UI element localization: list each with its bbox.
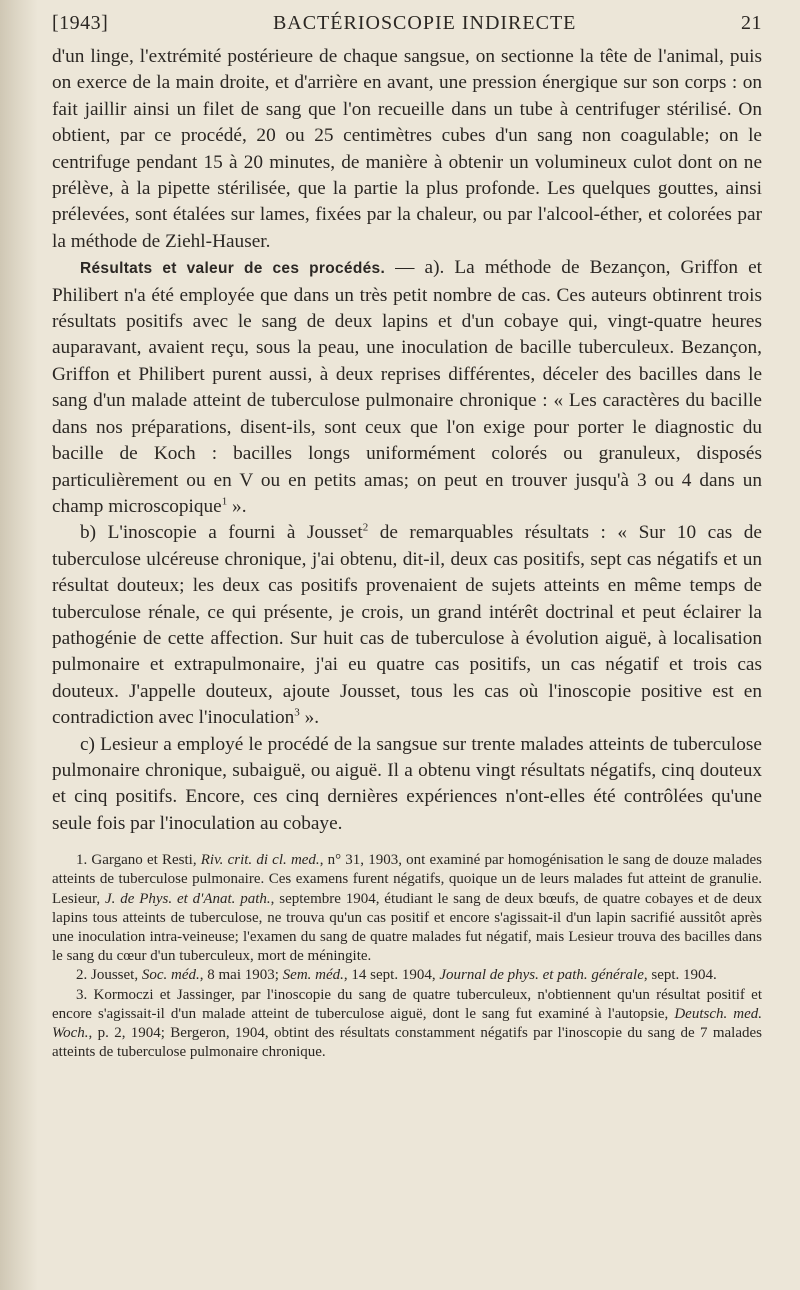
paragraph-3-start: b) L'inoscopie a fourni à Jousset [80,522,363,544]
footnote-1 [52,851,762,966]
paragraph-4-text: c) Lesieur a employé le procédé de la sangsue sur trente malades atteints de tuberculose pulmonaire chronique, subaiguë, ou aiguë. Il a obtenu vingt résultats négatifs, cinq douteux et cinq positifs. Encore, ces cinq dernières expériences n'ont-elles été contrôlées qu'une seule fois par l'inoculation au cobaye. [52,733,762,834]
paragraph-results-b [52,520,762,731]
footnote-ref-3: 3 [294,706,300,719]
header-year: [1943] [52,12,109,34]
book-page [52,12,762,1062]
footnote-2-text-b: , 8 mai 1903; [199,967,283,984]
paragraph-2-end: ». [227,495,247,517]
footnote-1-text-a: 1. Gargano et Resti, [76,852,201,869]
footnote-ref-1: 1 [221,495,228,508]
footnote-3-text-a: 3. Kormoczi et Jassinger, par l'inoscopie du sang de quatre tuberculeux, n'obtiennent qu'un résultat positif et encore s'agissait-il d'un malade atteint de tuberculose aiguë, dont le sang fut examiné à l'autopsie, [52,986,762,1022]
footnote-2-text-c: , 14 sept. 1904, [343,967,440,984]
footnote-3-text-b: , p. 2, 1904; Bergeron, 1904, obtint des résultats constamment négatifs par l'inoscopie du sang de 7 malades atteints de tuberculose pulmonaire chronique. [52,1025,762,1061]
paragraph-1-text: d'un linge, l'extrémité postérieure de chaque sangsue, on sectionne la tête de l'animal, puis on exerce de la main droite, et d'arrière en avant, une pression énergique sur son corps : on fait jaillir ainsi un filet de sang que l'on recueille dans un tube à centrifuger stérilisé. On obtient, par ce procédé, 20 ou 25 centimètres cubes d'un sang non coagulable; on le centrifuge pendant 15 à 20 minutes, de manière à obtenir un volumineux culot dont on ne prélève, à la pipette stérilisée, que la partie la plus profonde. Les quelques gouttes, ainsi prélevées, sont étalées sur lames, fixées par la chaleur, ou par l'alcool-éther, et colorées par la méthode de Ziehl-Hauser. [52,46,762,252]
footnote-1-journal-1: Riv. crit. di cl. med. [200,852,320,869]
paragraph-results-c [52,732,762,838]
paragraph-3-end: ». [299,707,320,729]
footnote-2-text-a: 2. Jousset, [76,967,142,984]
footnote-2-journal-2: Sem. méd. [282,967,344,984]
paragraph-results-a [52,255,762,520]
section-heading: Résultats et valeur de ces procédés. [80,260,386,278]
scan-binding-shadow [0,0,38,1290]
footnote-2-journal-1: Soc. méd. [141,967,200,984]
footnote-2-journal-3: Journal de phys. et path. générale [439,967,644,984]
header-title: BACTÉRIOSCOPIE INDIRECTE [272,12,577,34]
footnote-2-text-d: , sept. 1904. [643,967,717,984]
footnote-1-journal-2: J. de Phys. et d'Anat. path. [104,890,271,907]
footnote-1-text-c: , septembre 1904, étudiant le sang de deux bœufs, de quatre cobayes et de deux lapins tous atteints de tuberculose, ne trouva qu'un cas positif et encore s'agissait-il d'un lapin sacrifié aussitôt après une inoculation intra-veineuse; l'examen du sang de quatre malades fut négatif, mais Lesieur trouva des bacilles dans le sang du cœur d'un tuberculeux, mort de méningite. [52,890,762,965]
running-header [52,12,762,38]
paragraph-2-text: — a). La méthode de Bezançon, Griffon et Philibert n'a été employée que dans un très petit nombre de cas. Ces auteurs obtinrent trois résultats positifs avec le sang de deux lapins et d'un cobaye qui, vingt-quatre heures auparavant, avaient reçu, sous la peau, une inoculation de bacille tuberculeux. Bezançon, Griffon et Philibert purent aussi, à deux reprises différentes, déceler des bacilles dans le sang d'un malade atteint de tuberculose pulmonaire chronique : « Les caractères du bacille dans nos préparations, disent-ils, sont ceux que l'on exige pour porter le diagnostic du bacille de Koch : bacilles longs uniformément colorés ou granuleux, disposés particulièrement ou en V ou en petits amas; on peut en trouver jusqu'à 3 ou 4 dans un champ microscopique [52,257,762,517]
paragraph-continuation [52,44,762,255]
paragraph-3-text: de remarquables résultats : « Sur 10 cas de tuberculose ulcéreuse chronique, j'ai obtenu, dit-il, deux cas positifs, sept cas négatifs et un résultat douteux; les deux cas positifs provenaient de sujets atteints en même temps de tuberculose rénale, ce qui présente, je crois, un grand intérêt doctrinal et peut éclairer la pathogénie de cette affection. Sur huit cas de tuberculose à évolution aiguë, à localisation pulmonaire et extrapulmonaire, j'ai eu quatre cas positifs, un cas négatif et trois cas douteux. J'appelle douteux, ajoute Jousset, tous les cas où l'inoscopie positive est en contradiction avec l'inoculation [52,522,762,729]
footnote-ref-2: 2 [362,521,369,534]
footnote-3 [52,986,762,1063]
footnote-2 [52,966,762,985]
footnote-3-journal-1: Deutsch. med. Woch. [52,1005,762,1042]
footnotes [52,851,762,1062]
footnote-1-text-b: , n° 31, 1903, ont examiné par homogénisation le sang de douze malades atteints de tuberculose pulmonaire. Ces examens furent négatifs, quoique un de leurs malades fut atteint de granulie. Lesieur, [52,852,763,907]
page-number: 21 [741,12,762,34]
main-text [52,44,762,837]
